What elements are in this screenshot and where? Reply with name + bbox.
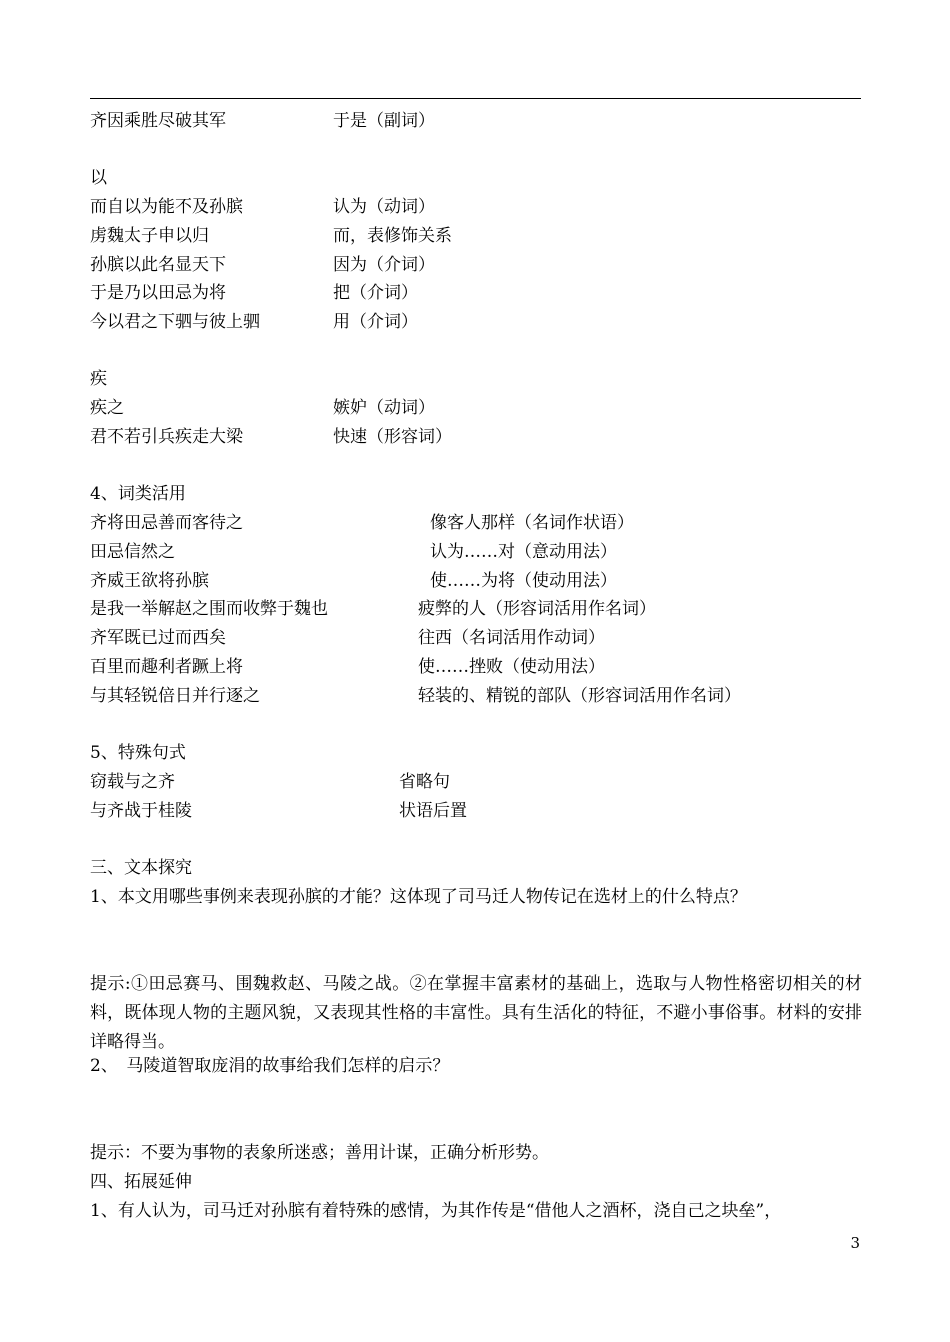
row-term: 与齐战于桂陵 [90, 801, 192, 821]
text-row [90, 596, 656, 622]
hint-paragraph-2: 提示：不要为事物的表象所迷惑；善用计谋，正确分析形势。 [90, 1143, 549, 1163]
text-row [90, 424, 452, 450]
row-term: 与其轻锐倍日并行逐之 [90, 686, 260, 706]
text-row [90, 798, 467, 824]
row-explanation: 轻装的、精锐的部队（形容词活用作名词） [418, 686, 741, 706]
hint-paragraph-1: 提示:①田忌赛马、围魏救赵、马陵之战。②在掌握丰富素材的基础上，选取与人物性格密切相关的材料，既体现人物的主题风貌，又表现其性格的丰富性。具有生活化的特征，不避小事俗事。材料的安排详略得当。 [90, 974, 862, 1052]
text-row [90, 223, 452, 249]
row-term: 以 [90, 168, 107, 188]
row-explanation: 因为（介词） [333, 255, 435, 275]
text-row [90, 683, 741, 709]
row-explanation: 用（介词） [333, 312, 418, 332]
row-explanation: 状语后置 [399, 801, 467, 821]
text-row [90, 280, 418, 306]
row-term: 百里而趣利者蹶上将 [90, 657, 243, 677]
row-term: 5、特殊句式 [90, 743, 186, 763]
row-explanation: 省略句 [399, 772, 450, 792]
text-row [90, 252, 435, 278]
row-term: 齐军既已过而西矣 [90, 628, 226, 648]
row-explanation: 疲弊的人（形容词活用作名词） [418, 599, 656, 619]
row-explanation: 嫉妒（动词） [333, 398, 435, 418]
row-explanation: 使……挫败（使动用法） [418, 657, 605, 677]
row-term: 4、词类活用 [90, 484, 186, 504]
text-row [90, 855, 192, 881]
text-row [90, 108, 435, 134]
page-number: 3 [850, 1234, 860, 1252]
text-row [90, 481, 186, 507]
row-term: 窃载与之齐 [90, 772, 175, 792]
row-explanation: 认为（动词） [333, 197, 435, 217]
text-row [90, 165, 107, 191]
row-term: 齐因乘胜尽破其军 [90, 111, 226, 131]
row-term: 孙膑以此名显天下 [90, 255, 226, 275]
text-row [90, 510, 634, 536]
row-term: 田忌信然之 [90, 542, 175, 562]
text-row [90, 309, 418, 335]
text-row [90, 654, 605, 680]
row-term: 君不若引兵疾走大梁 [90, 427, 243, 447]
row-explanation: 于是（副词） [333, 111, 435, 131]
row-explanation: 使……为将（使动用法） [430, 571, 617, 591]
row-term: 而自以为能不及孙膑 [90, 197, 243, 217]
text-row [90, 395, 435, 421]
row-term: 疾 [90, 369, 107, 389]
row-term: 三、文本探究 [90, 858, 192, 878]
text-row [90, 366, 107, 392]
question-2: 2、 马陵道智取庞涓的故事给我们怎样的启示？ [90, 1056, 450, 1076]
text-row [90, 194, 435, 220]
row-explanation: 把（介词） [333, 283, 418, 303]
row-term: 于是乃以田忌为将 [90, 283, 226, 303]
row-explanation: 而，表修饰关系 [333, 226, 452, 246]
row-explanation: 快速（形容词） [333, 427, 452, 447]
header-rule [90, 98, 861, 99]
row-term: 是我一举解赵之围而收弊于魏也 [90, 599, 328, 619]
row-term: 齐将田忌善而客待之 [90, 513, 243, 533]
row-term: 虏魏太子申以归 [90, 226, 209, 246]
text-row [90, 740, 186, 766]
row-term: 疾之 [90, 398, 124, 418]
row-term: 1、本文用哪些事例来表现孙膑的才能？这体现了司马迁人物传记在选材上的什么特点？ [90, 887, 747, 907]
row-explanation: 认为……对（意动用法） [430, 542, 617, 562]
row-term: 今以君之下驷与彼上驷 [90, 312, 260, 332]
row-explanation: 像客人那样（名词作状语） [430, 513, 634, 533]
text-row [90, 539, 617, 565]
text-row [90, 769, 450, 795]
text-row [90, 568, 617, 594]
section-heading-4: 四、拓展延伸 [90, 1172, 192, 1192]
row-explanation: 往西（名词活用作动词） [418, 628, 605, 648]
text-row [90, 884, 747, 910]
text-row [90, 625, 605, 651]
question-4-1: 1、有人认为，司马迁对孙膑有着特殊的感情，为其作传是“借他人之酒杯，浇自己之块垒”， [90, 1201, 782, 1221]
row-term: 齐威王欲将孙膑 [90, 571, 209, 591]
